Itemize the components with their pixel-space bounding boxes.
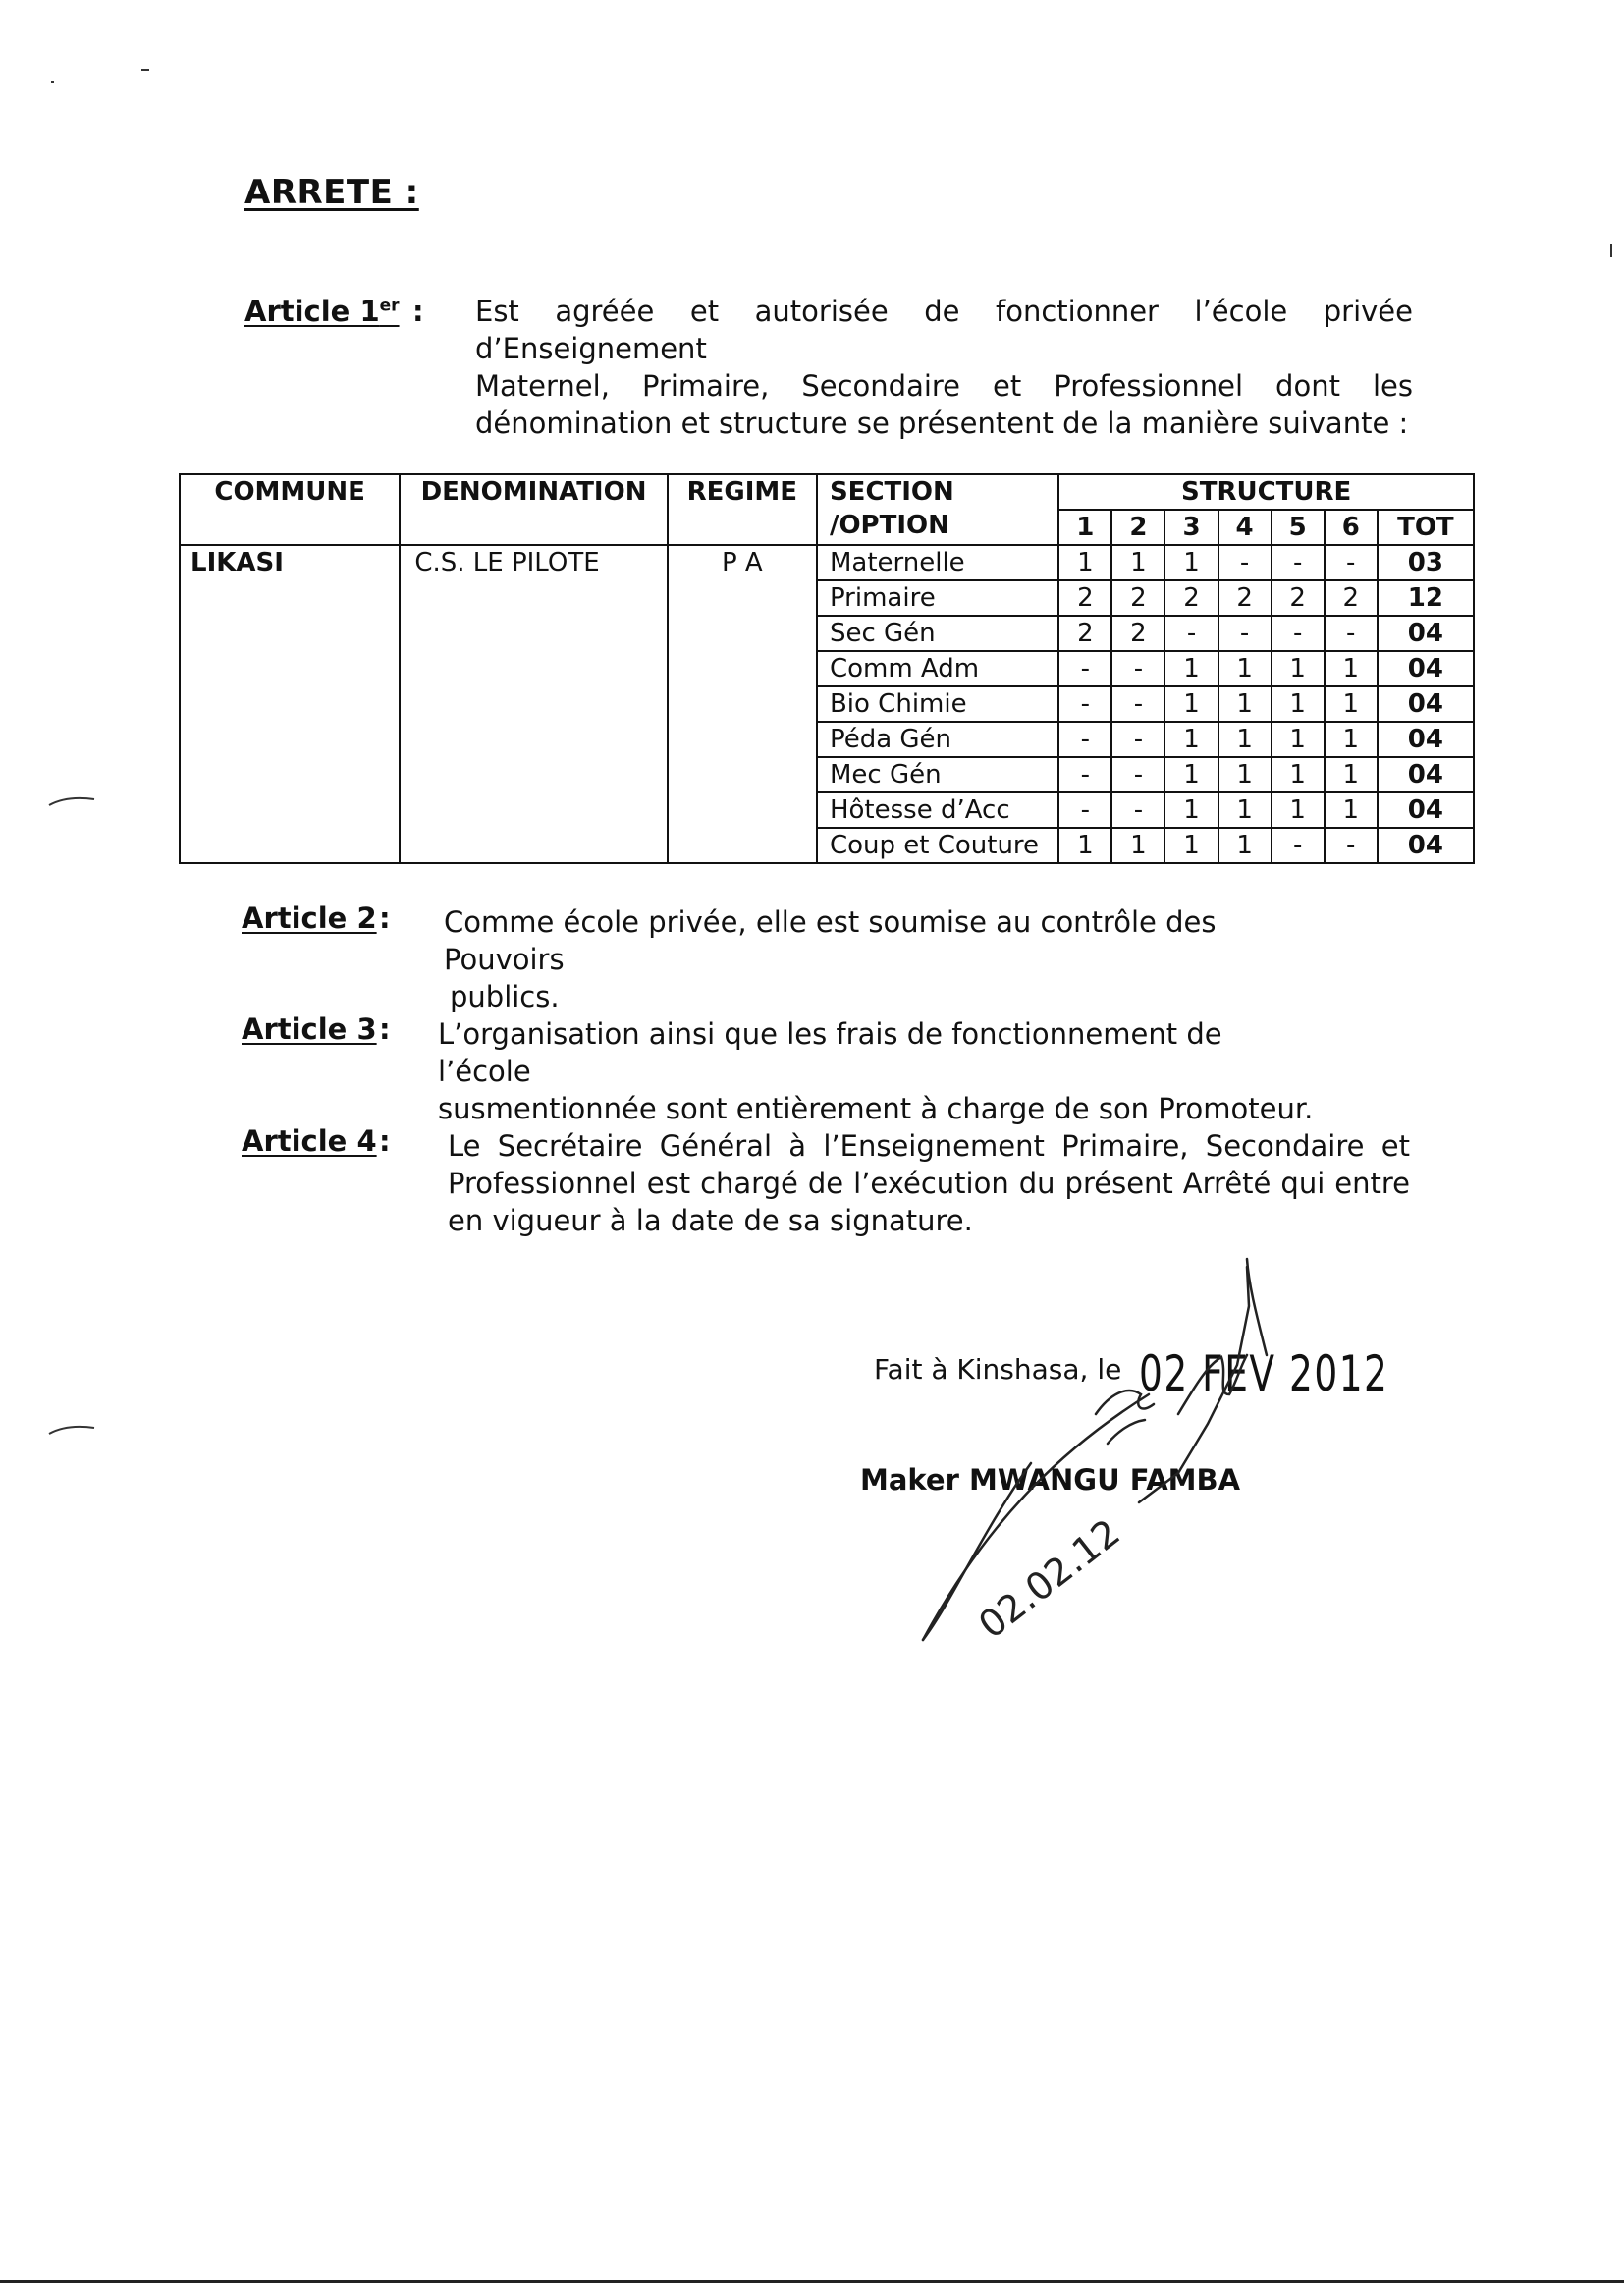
header-denomination: DENOMINATION (400, 474, 667, 545)
cell-year-1: - (1058, 686, 1111, 722)
cell-year-6: 1 (1325, 722, 1378, 757)
cell-year-1: 2 (1058, 616, 1111, 651)
cell-year-2: - (1111, 686, 1164, 722)
cell-year-1: 1 (1058, 545, 1111, 580)
cell-total: 12 (1378, 580, 1474, 616)
cell-total: 04 (1378, 757, 1474, 792)
header-section-line2: /OPTION (829, 511, 949, 540)
table-header-row (180, 474, 1474, 510)
header-col-6: 6 (1325, 510, 1378, 545)
cell-total: 04 (1378, 616, 1474, 651)
cell-year-6: 1 (1325, 757, 1378, 792)
cell-year-5: 1 (1272, 651, 1325, 686)
cell-year-1: - (1058, 757, 1111, 792)
cell-year-1: 1 (1058, 828, 1111, 863)
cell-section: Péda Gén (817, 722, 1058, 757)
article-line: L’organisation ainsi que les frais de fonctionnement de l’école (438, 1017, 1222, 1088)
article-3-text (438, 1015, 1322, 1127)
cell-year-5: - (1272, 616, 1325, 651)
cell-section: Sec Gén (817, 616, 1058, 651)
header-regime: REGIME (668, 474, 817, 545)
cell-year-4: - (1218, 616, 1272, 651)
handwritten-signature (884, 1247, 1316, 1660)
cell-year-6: 1 (1325, 686, 1378, 722)
cell-year-2: 2 (1111, 580, 1164, 616)
article-line: Le Secrétaire Général à l’Enseignement Primaire, Secondaire et (448, 1129, 1410, 1163)
article-2-colon: : (379, 901, 391, 935)
scan-mark (1610, 244, 1612, 257)
cell-year-3: 1 (1164, 792, 1218, 828)
cell-year-5: 1 (1272, 722, 1325, 757)
header-col-tot: TOT (1378, 510, 1474, 545)
article-line: dénomination et structure se présentent de la manière suivante : (475, 407, 1409, 440)
table-body (180, 545, 1474, 863)
article-1-text (475, 293, 1413, 442)
cell-denomination: C.S. LE PILOTE (400, 545, 667, 863)
header-col-1: 1 (1058, 510, 1111, 545)
cell-year-6: 2 (1325, 580, 1378, 616)
cell-section: Comm Adm (817, 651, 1058, 686)
article-4-text (448, 1127, 1410, 1239)
scan-mark (47, 793, 98, 809)
cell-year-1: - (1058, 651, 1111, 686)
article-line: susmentionnée sont entièrement à charge de son Promoteur. (438, 1092, 1314, 1125)
structure-table (179, 473, 1475, 864)
signature-stroke (923, 1259, 1267, 1640)
cell-year-3: 1 (1164, 828, 1218, 863)
cell-section: Mec Gén (817, 757, 1058, 792)
cell-year-4: 1 (1218, 792, 1272, 828)
header-section-line1: SECTION (829, 477, 954, 507)
article-2-text (444, 903, 1327, 1015)
signature-place: Fait à Kinshasa, le (874, 1353, 1122, 1386)
article-1-colon: : (412, 295, 424, 328)
cell-year-6: - (1325, 828, 1378, 863)
page-heading: ARRETE : (244, 173, 419, 212)
cell-total: 04 (1378, 686, 1474, 722)
cell-year-2: - (1111, 757, 1164, 792)
cell-year-2: 1 (1111, 545, 1164, 580)
header-col-4: 4 (1218, 510, 1272, 545)
cell-year-5: 2 (1272, 580, 1325, 616)
cell-year-6: - (1325, 616, 1378, 651)
article-3-label: Article 3 (242, 1012, 377, 1046)
cell-regime: P A (668, 545, 817, 863)
cell-year-5: 1 (1272, 792, 1325, 828)
scan-mark (141, 69, 149, 71)
cell-year-6: - (1325, 545, 1378, 580)
cell-year-3: 2 (1164, 580, 1218, 616)
cell-year-3: 1 (1164, 686, 1218, 722)
cell-section: Maternelle (817, 545, 1058, 580)
article-2-label: Article 2 (242, 901, 377, 935)
header-col-3: 3 (1164, 510, 1218, 545)
cell-year-1: - (1058, 722, 1111, 757)
cell-total: 04 (1378, 792, 1474, 828)
signature-date: 02 FEV 2012 (1139, 1345, 1389, 1402)
cell-year-1: 2 (1058, 580, 1111, 616)
cell-year-3: 1 (1164, 722, 1218, 757)
cell-year-6: 1 (1325, 792, 1378, 828)
cell-year-4: 1 (1218, 686, 1272, 722)
article-1-label-sup: er (379, 296, 400, 316)
article-line: Maternel, Primaire, Secondaire et Professionnel dont les (475, 369, 1413, 403)
header-section (817, 474, 1058, 545)
article-line: en vigueur à la date de sa signature. (448, 1204, 973, 1237)
header-commune: COMMUNE (180, 474, 400, 545)
cell-year-2: - (1111, 792, 1164, 828)
cell-year-3: - (1164, 616, 1218, 651)
cell-year-6: 1 (1325, 651, 1378, 686)
article-4-colon: : (379, 1124, 391, 1158)
cell-section: Hôtesse d’Acc (817, 792, 1058, 828)
cell-year-5: - (1272, 828, 1325, 863)
article-line: Comme école privée, elle est soumise au contrôle des Pouvoirs (444, 905, 1217, 976)
cell-year-5: 1 (1272, 686, 1325, 722)
cell-year-2: - (1111, 722, 1164, 757)
cell-year-3: 1 (1164, 651, 1218, 686)
header-col-5: 5 (1272, 510, 1325, 545)
cell-section: Primaire (817, 580, 1058, 616)
cell-total: 04 (1378, 651, 1474, 686)
cell-total: 04 (1378, 722, 1474, 757)
cell-section: Coup et Couture (817, 828, 1058, 863)
article-line: Est agréée et autorisée de fonctionner l’école privée d’Enseignement (475, 295, 1413, 365)
cell-year-4: - (1218, 545, 1272, 580)
cell-total: 04 (1378, 828, 1474, 863)
cell-year-2: 2 (1111, 616, 1164, 651)
cell-year-1: - (1058, 792, 1111, 828)
cell-year-2: 1 (1111, 828, 1164, 863)
scan-mark (51, 81, 54, 83)
scan-mark (47, 1422, 98, 1438)
cell-year-5: 1 (1272, 757, 1325, 792)
cell-year-4: 1 (1218, 828, 1272, 863)
footer-rule (0, 2280, 1624, 2283)
cell-year-4: 1 (1218, 651, 1272, 686)
article-line: publics. (450, 980, 560, 1013)
article-4-label: Article 4 (242, 1124, 377, 1158)
header-col-2: 2 (1111, 510, 1164, 545)
table-row (180, 545, 1474, 580)
cell-commune: LIKASI (180, 545, 400, 863)
cell-year-3: 1 (1164, 757, 1218, 792)
cell-total: 03 (1378, 545, 1474, 580)
article-1-label-text: Article 1 (244, 295, 380, 328)
cell-year-4: 1 (1218, 757, 1272, 792)
cell-year-4: 1 (1218, 722, 1272, 757)
cell-section: Bio Chimie (817, 686, 1058, 722)
handwritten-date-note: 02.02.12 (970, 1510, 1128, 1648)
article-3-colon: : (379, 1012, 391, 1046)
article-1-label (244, 295, 400, 328)
article-line: Professionnel est chargé de l’exécution du présent Arrêté qui entre (448, 1167, 1410, 1200)
cell-year-2: - (1111, 651, 1164, 686)
header-structure: STRUCTURE (1058, 474, 1474, 510)
signer-name: Maker MWANGU FAMBA (860, 1463, 1241, 1497)
cell-year-5: - (1272, 545, 1325, 580)
cell-year-4: 2 (1218, 580, 1272, 616)
cell-year-3: 1 (1164, 545, 1218, 580)
